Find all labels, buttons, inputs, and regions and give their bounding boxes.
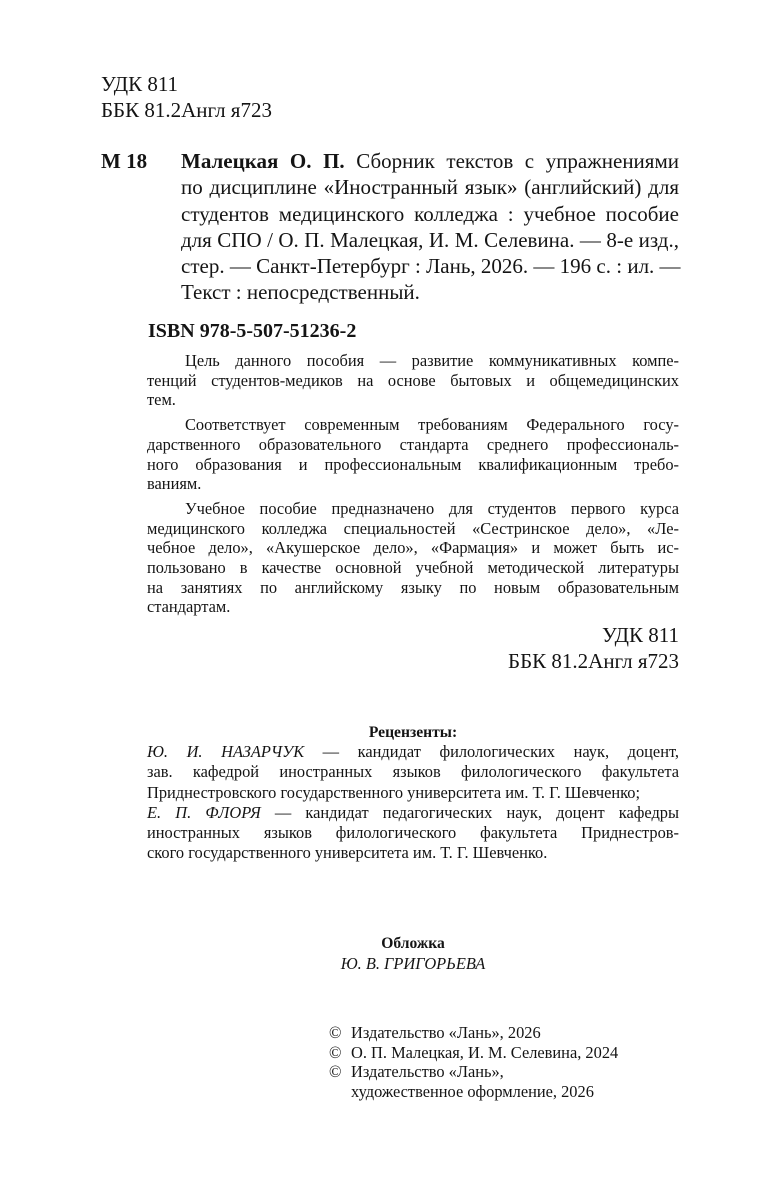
copyright-line: художественное оформление, 2026 [351,1082,594,1102]
annotation-line: чебное дело», «Акушерское дело», «Фармация» и может быть ис- [147,538,679,558]
reviewer-line: иностранных языков филологического факультета Приднестров- [147,823,679,843]
copyright-block [329,1023,618,1102]
biblio-line [181,148,679,174]
reviewer-name: Ю. И. НАЗАРЧУК [147,742,305,761]
author-name: Малецкая О. П. [181,149,345,173]
annotation-line: стандартам. [147,597,231,617]
biblio-line: для СПО / О. П. Малецкая, И. М. Селевина. — 8-е изд., [181,227,679,252]
isbn: ISBN 978-5-507-51236-2 [148,320,357,342]
reviewer-line: Приднестровского государственного университета им. Т. Г. Шевченко; [147,782,641,802]
copyright-symbol: © [329,1062,342,1082]
annotation-line: медицинского колледжа специальностей «Сестринское дело», «Ле- [147,518,679,538]
annotation [147,351,679,617]
copyright-text: Издательство «Лань», 2026 [351,1023,541,1042]
annotation-line: пользовано в качестве основной учебной методической литературы [147,558,679,578]
author-mark: М 18 [101,149,148,173]
reviewer-text: — кандидат педагогических наук, доцент кафедры [260,802,680,822]
copyright-text: Издательство «Лань», [351,1062,504,1082]
biblio-line: студентов медицинского колледжа : учебное пособие [181,201,679,226]
cover-designer: Ю. В. ГРИГОРЬЕВА [340,954,486,973]
reviewer-line: ского государственного университета им. Т. Г. Шевченко. [147,843,548,863]
biblio-line: по дисциплине «Иностранный язык» (английский) для [181,175,679,200]
annotation-line: Соответствует современным требованиям Федерального госу- [185,415,679,435]
reviewer-name: Е. П. ФЛОРЯ [147,802,261,822]
reviewer-line [147,803,679,823]
copyright-line [329,1043,618,1063]
classification-codes-bottom [508,622,679,674]
annotation-line: Цель данного пособия — развитие коммуникативных компе- [185,351,679,370]
copyright-line [329,1062,618,1082]
udk-code: УДК 811 [101,72,179,96]
annotation-line: ваниям. [147,474,202,494]
bibliographic-record [181,148,679,306]
annotation-line: на занятиях по английскому языку по новым образовательным [147,577,679,597]
copyright-line [329,1023,618,1043]
biblio-line: стер. — Санкт-Петербург : Лань, 2026. — 196 с. : ил. — [181,254,681,279]
annotation-line: тем. [147,390,176,410]
reviewer-line: зав. кафедрой иностранных языков филологического факультета [147,762,679,782]
biblio-title-start: Сборник текстов с упражнениями [344,149,679,173]
annotation-line: ного образования и профессиональным квалификационным требо- [147,454,679,474]
reviewer-line [147,742,679,762]
udk-code: УДК 811 [601,623,679,647]
biblio-line: Текст : непосредственный. [181,280,420,305]
annotation-line: тенций студентов-медиков на основе бытовых и общемедицинских [147,370,679,390]
annotation-line: Учебное пособие предназначено для студентов первого курса [185,498,679,518]
reviewer-text: — кандидат филологических наук, доцент, [304,742,679,761]
copyright-text: О. П. Малецкая, И. М. Селевина, 2024 [351,1042,619,1062]
copyright-symbol: © [329,1042,342,1062]
copyright-symbol: © [329,1023,342,1042]
annotation-line: дарственного образовательного стандарта среднего профессиональ- [147,434,679,454]
bbk-code: ББК 81.2Англ я723 [101,98,272,122]
reviewers-heading: Рецензенты: [368,724,458,741]
cover-heading: Обложка [381,935,445,952]
classification-codes-top [101,71,272,123]
reviewers-list [147,742,679,864]
bbk-code: ББК 81.2Англ я723 [508,649,679,673]
